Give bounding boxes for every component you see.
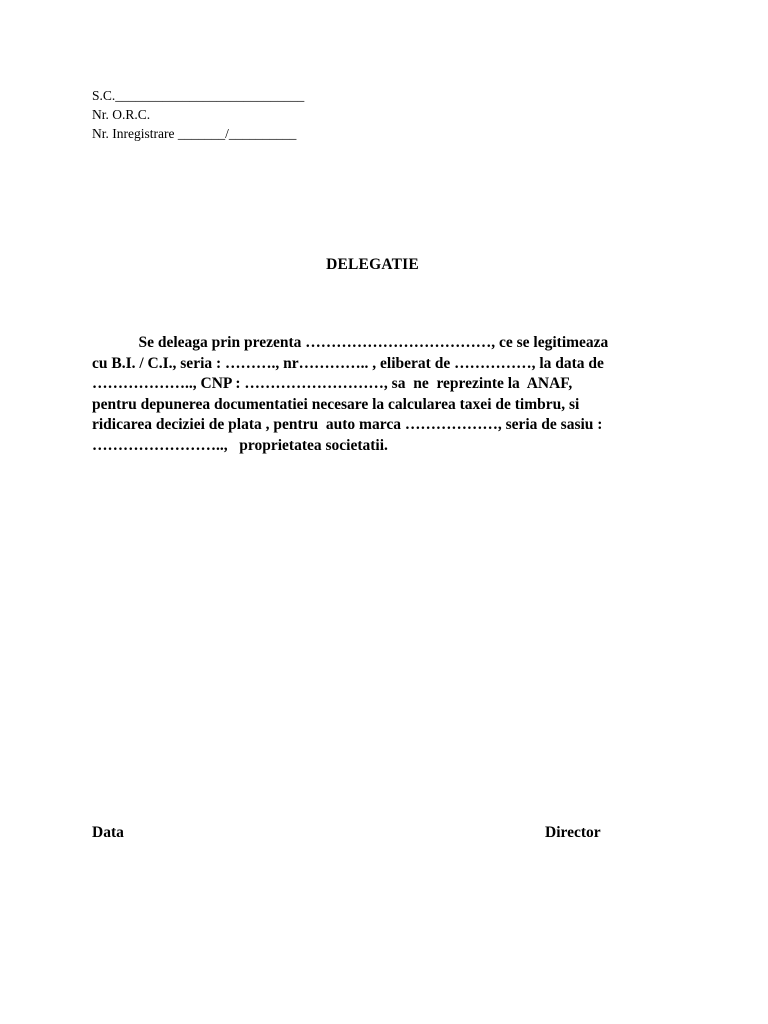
date-label: Data <box>92 824 124 841</box>
paragraph-line: ……………….., CNP : ………………………, sa ne reprezinte la ANAF, <box>92 375 573 392</box>
paragraph-line: …………………….., proprietatea societatii. <box>92 436 388 454</box>
registration-number-line: Nr. Inregistrare _______/__________ <box>92 126 297 141</box>
director-label: Director <box>545 824 601 841</box>
delegation-paragraph <box>92 333 692 456</box>
paragraph-line: pentru depunerea documentatiei necesare la calcularea taxei de timbru, si <box>92 395 580 413</box>
document-title: DELEGATIE <box>326 256 419 273</box>
paragraph-line: Se deleaga prin prezenta ………………………………, ce se legitimeaza <box>92 334 609 351</box>
paragraph-line: cu B.I. / C.I., seria : ………., nr………….. , eliberat de ……………, la data de <box>92 354 604 372</box>
paragraph-line: ridicarea deciziei de plata , pentru auto marca ………………, seria de sasiu : <box>92 416 603 433</box>
company-header <box>92 86 304 143</box>
company-name-line: S.C.____________________________ <box>92 88 305 103</box>
trade-register-line: Nr. O.R.C. <box>92 107 151 122</box>
